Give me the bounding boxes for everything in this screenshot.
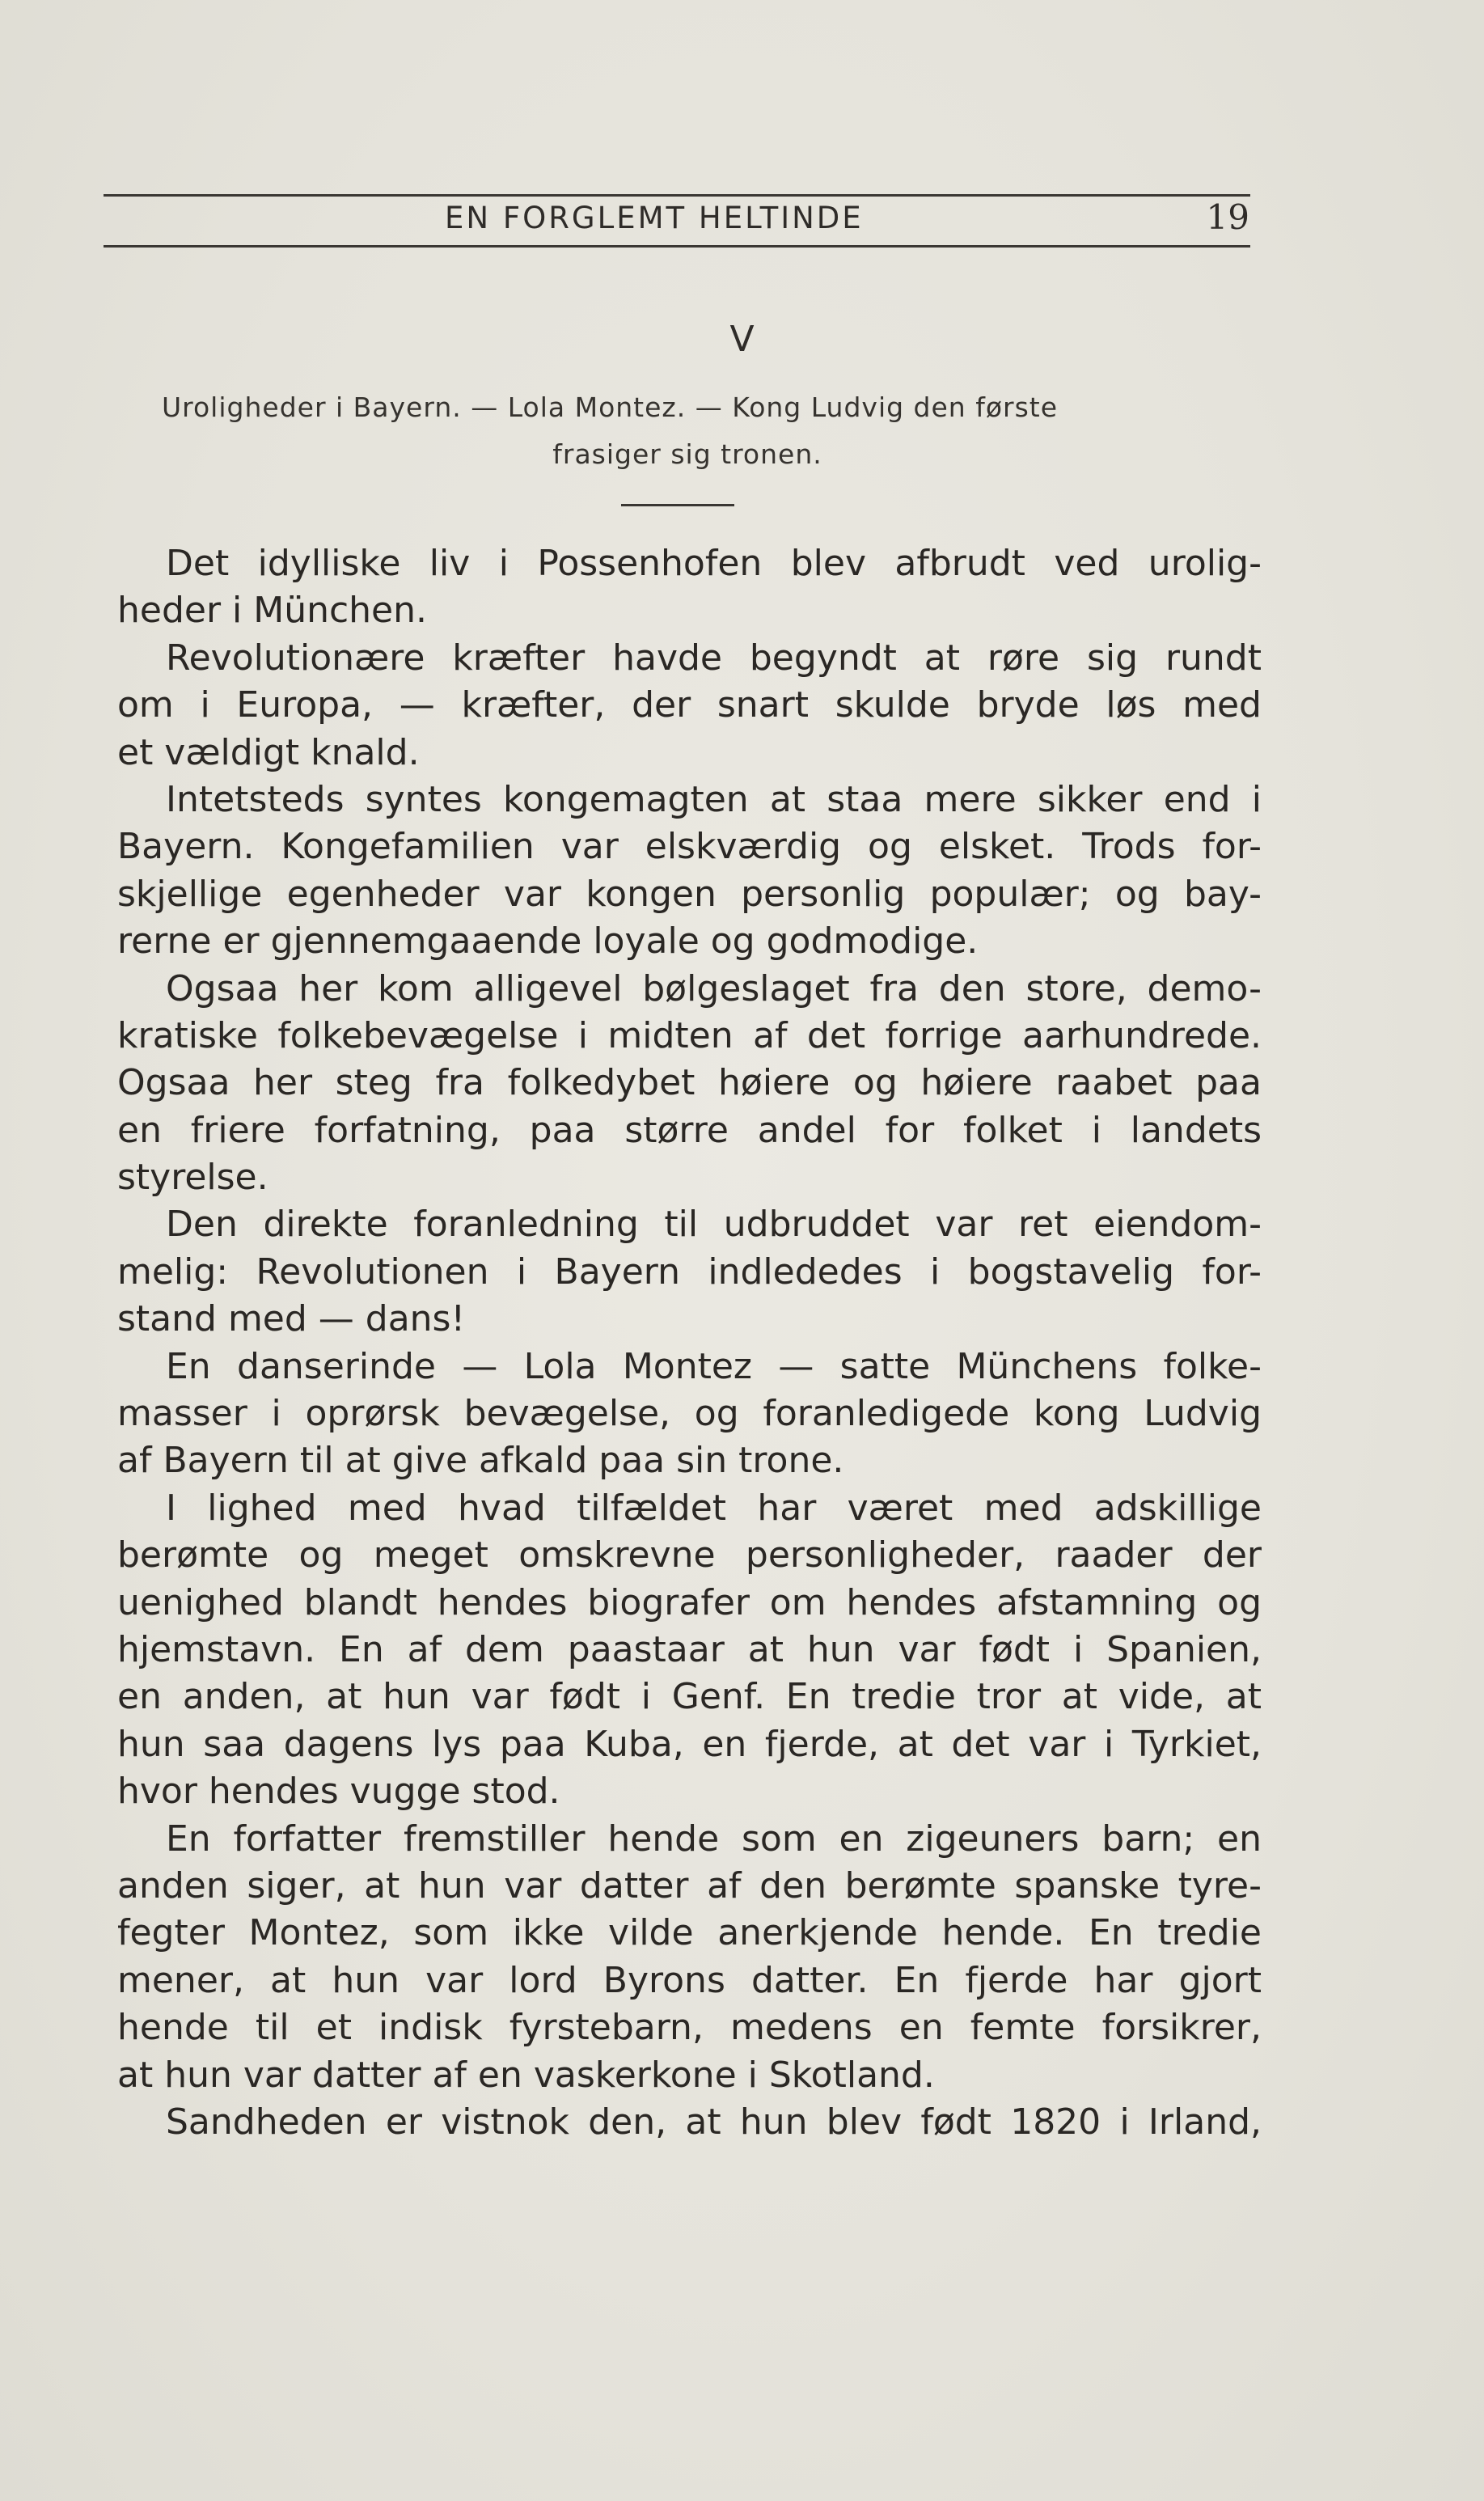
text-line: styrelse. xyxy=(117,1157,268,1199)
text-line: masser i oprørsk bevægelse, og foranledigede kong Ludvig xyxy=(117,1393,1262,1435)
text-line: stand med — dans! xyxy=(117,1298,466,1340)
text-line: mener, at hun var lord Byrons datter. En fjerde har gjort xyxy=(117,1959,1262,2001)
text-line: fegter Montez, som ikke vilde anerkjende hende. En tredie xyxy=(117,1912,1262,1954)
text-line: skjellige egenheder var kongen personlig populær; og bay- xyxy=(117,873,1262,915)
text-line: hende til et indisk fyrstebarn, medens en femte forsikrer, xyxy=(117,2007,1262,2049)
text-line: En danserinde — Lola Montez — satte Münchens folke- xyxy=(166,1345,1262,1387)
text-line: en friere forfatning, paa større andel for folket i landets xyxy=(117,1109,1262,1151)
text-line: melig: Revolutionen i Bayern indlededes i bogstavelig for- xyxy=(117,1250,1262,1293)
text-line: anden siger, at hun var datter af den berømte spanske tyre- xyxy=(117,1864,1262,1906)
header-rule-bottom xyxy=(104,245,1250,248)
text-line: at hun var datter af en vaskerkone i Skotland. xyxy=(117,2054,935,2096)
text-line: en anden, at hun var født i Genf. En tredie tror at vide, at xyxy=(117,1676,1262,1718)
text-line: Sandheden er vistnok den, at hun blev født 1820 i Irland, xyxy=(166,2101,1262,2143)
page-number: 19 xyxy=(1206,197,1249,237)
text-line: En forfatter fremstiller hende som en zigeuners barn; en xyxy=(166,1818,1262,1860)
body-text xyxy=(117,540,1262,2146)
text-line: I lighed med hvad tilfældet har været med adskillige xyxy=(166,1487,1262,1529)
text-line: Det idylliske liv i Possenhofen blev afbrudt ved urolig- xyxy=(166,543,1262,584)
running-head xyxy=(105,197,1249,241)
chapter-summary xyxy=(162,384,1213,478)
text-line: rerne er gjennemgaaende loyale og godmodige. xyxy=(117,920,979,963)
text-line: hun saa dagens lys paa Kuba, en fjerde, at det var i Tyrkiet, xyxy=(117,1723,1262,1765)
chapter-summary-line: Uroligheder i Bayern. — Lola Montez. — Kong Ludvig den første xyxy=(162,391,1059,423)
text-line: heder i München. xyxy=(117,590,428,632)
chapter-number: V xyxy=(729,319,755,360)
text-line: berømte og meget omskrevne personligheder, raader der xyxy=(117,1534,1262,1576)
text-line: om i Europa, — kræfter, der snart skulde bryde løs med xyxy=(117,684,1262,726)
text-line: Revolutionære kræfter havde begyndt at røre sig rundt xyxy=(166,637,1262,679)
text-line: Ogsaa her steg fra folkedybet høiere og høiere raabet paa xyxy=(117,1062,1262,1104)
text-line: Intetsteds syntes kongemagten at staa mere sikker end i xyxy=(166,778,1262,820)
text-line: Bayern. Kongefamilien var elskværdig og elsket. Trods for- xyxy=(117,826,1262,868)
chapter-summary-line: frasiger sig tronen. xyxy=(552,438,822,470)
text-line: uenighed blandt hendes biografer om hendes afstamning og xyxy=(117,1581,1262,1623)
text-line: et vældigt knald. xyxy=(117,731,420,773)
header-rule-top xyxy=(104,194,1250,197)
text-line: Ogsaa her kom alligevel bølgeslaget fra den store, demo- xyxy=(166,967,1262,1009)
text-line: kratiske folkebevægelse i midten af det forrige aarhundrede. xyxy=(117,1014,1262,1056)
running-head-title: EN FORGLEMT HELTINDE xyxy=(445,201,864,235)
summary-divider xyxy=(621,504,734,506)
text-line: hjemstavn. En af dem paastaar at hun var født i Spanien, xyxy=(117,1628,1262,1670)
text-line: af Bayern til at give afkald paa sin trone. xyxy=(117,1440,844,1482)
text-line: hvor hendes vugge stod. xyxy=(117,1771,560,1813)
text-line: Den direkte foranledning til udbruddet var ret eiendom- xyxy=(166,1204,1262,1246)
